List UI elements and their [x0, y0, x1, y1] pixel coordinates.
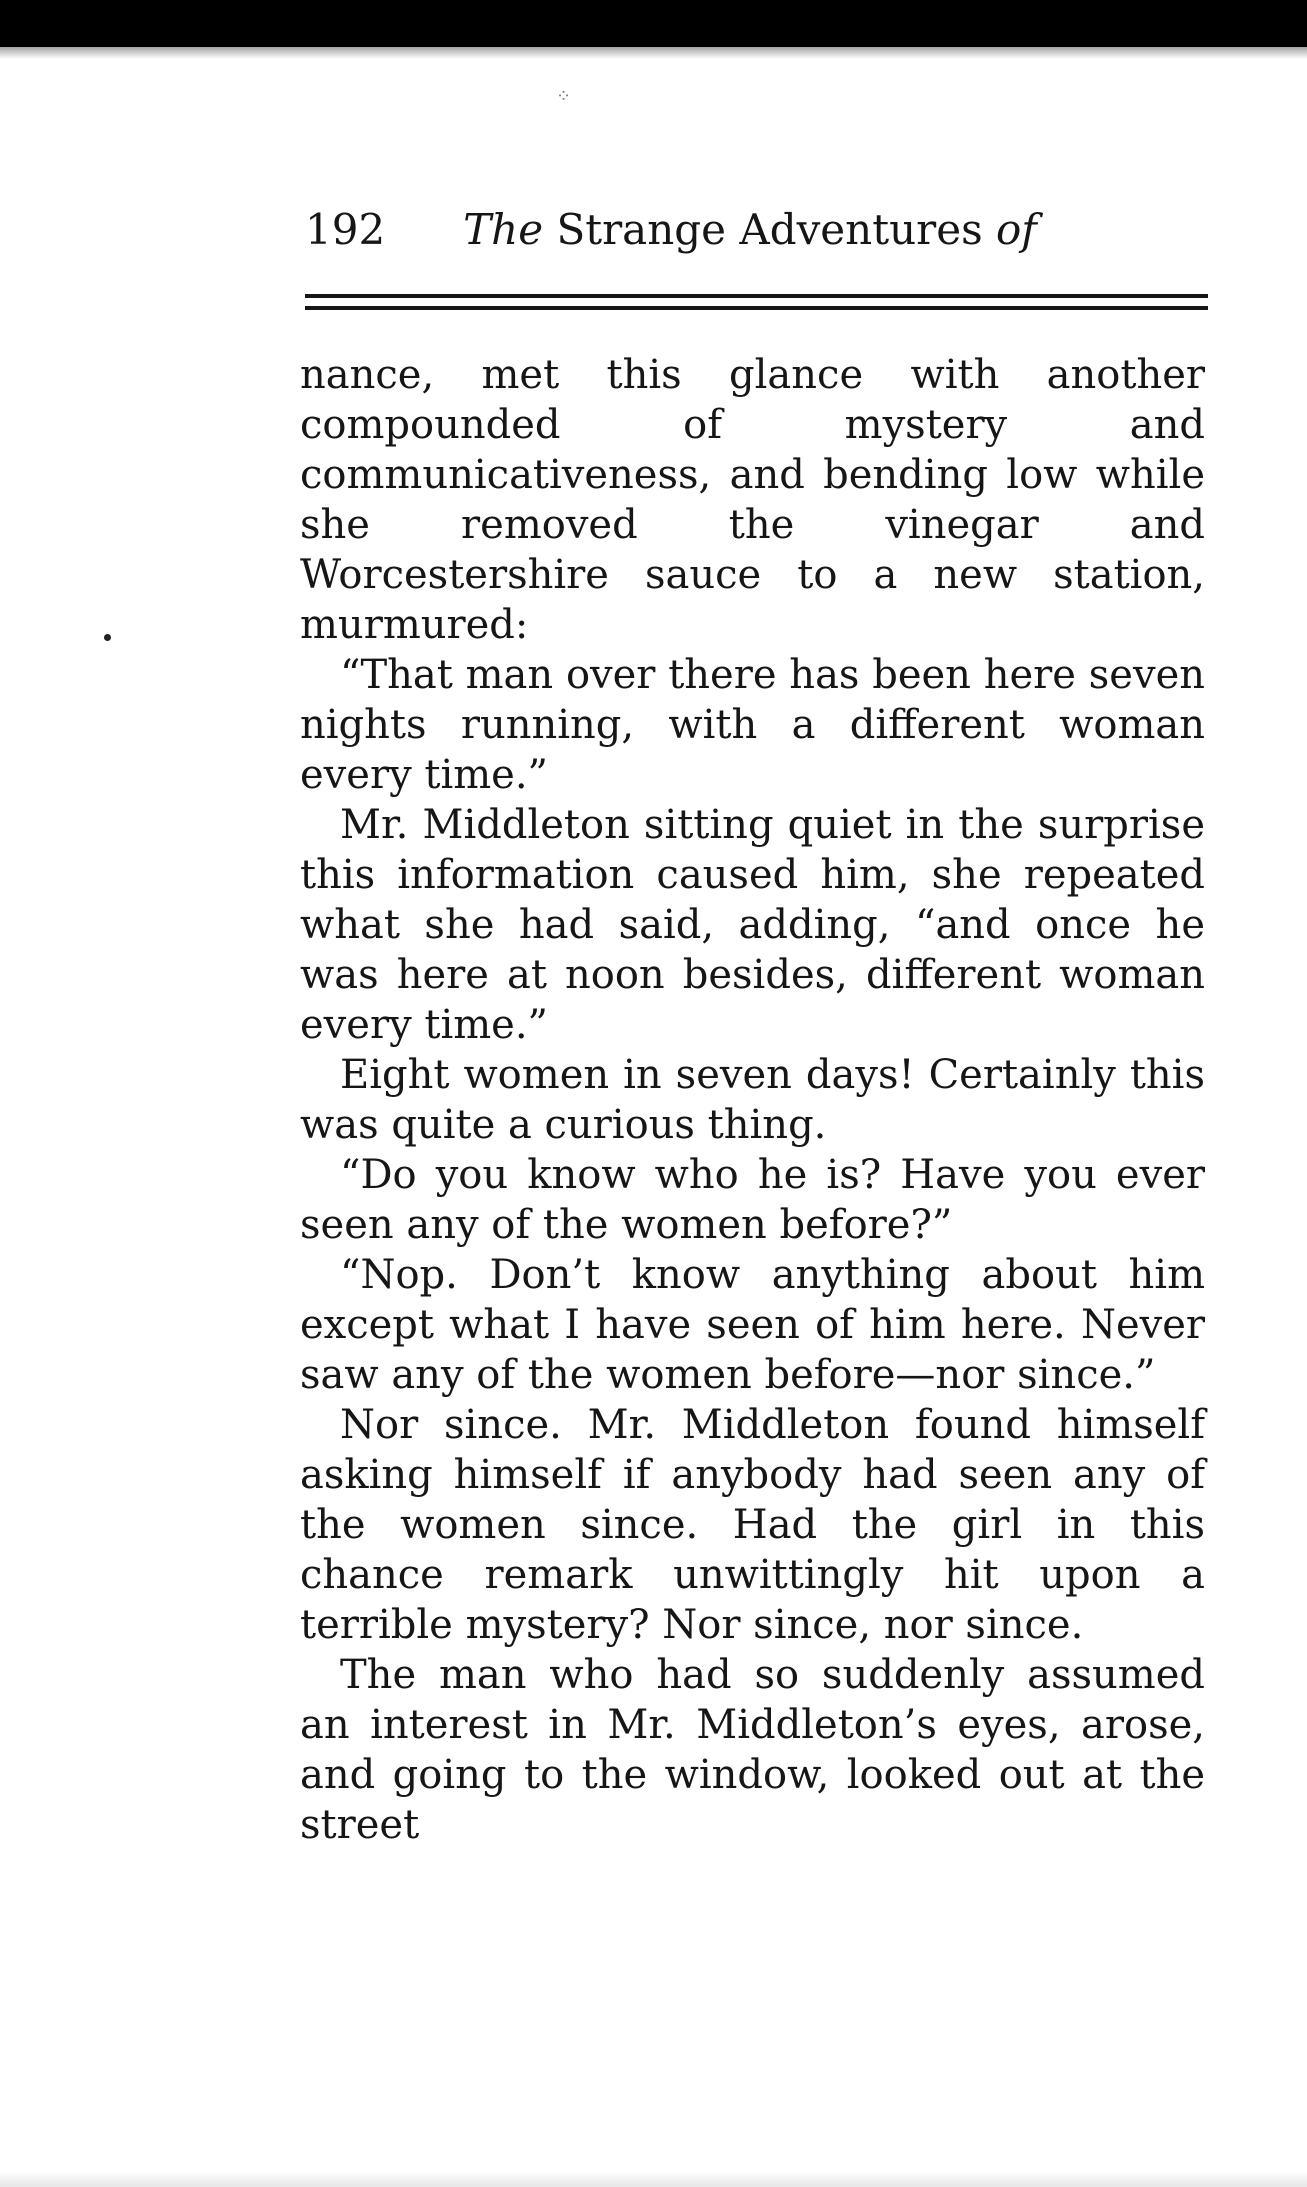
- paragraph-8: The man who had so suddenly assumed an interest in Mr. Middleton’s eyes, arose, and going to the window, looked out at the street: [300, 1652, 1205, 1848]
- paragraph-4: Eight women in seven days! Certainly this was quite a curious thing.: [300, 1052, 1205, 1148]
- scan-top-border: [0, 0, 1307, 47]
- scan-top-shadow: [0, 47, 1307, 59]
- paragraph-2: “That man over there has been here seven nights running, with a different woman every time.”: [300, 652, 1205, 798]
- scan-bottom-shadow: [0, 2171, 1307, 2187]
- header-title-middle: Strange Adventures: [556, 205, 983, 254]
- paragraph-5: “Do you know who he is? Have you ever seen any of the women before?”: [300, 1152, 1205, 1248]
- paragraph-6: “Nop. Don’t know anything about him except what I have seen of him here. Never saw any of the women before—nor since.”: [300, 1252, 1205, 1398]
- body-text: [300, 350, 1205, 1850]
- running-header: [305, 195, 1205, 265]
- page-number: 192: [305, 205, 386, 254]
- header-title-of: of: [996, 205, 1037, 254]
- header-rule-bottom: [305, 306, 1208, 310]
- paragraph-1: nance, met this glance with another compounded of mystery and communicativeness, and bending low while she removed the vinegar and Worcestershire sauce to a new station, murmured:: [300, 352, 1205, 648]
- ink-speck: ⁘: [556, 86, 572, 107]
- paragraph-3: Mr. Middleton sitting quiet in the surprise this information caused him, she repeated what she had said, adding, “and once he was here at noon besides, different woman every time.”: [300, 802, 1205, 1048]
- header-title-the: The: [463, 205, 544, 254]
- ink-dot: [104, 634, 111, 641]
- paragraph-7: Nor since. Mr. Middleton found himself asking himself if anybody had seen any of the women since. Had the girl in this chance remark unwittingly hit upon a terrible mystery? Nor since, nor since.: [300, 1402, 1205, 1648]
- header-rule-top: [305, 294, 1208, 298]
